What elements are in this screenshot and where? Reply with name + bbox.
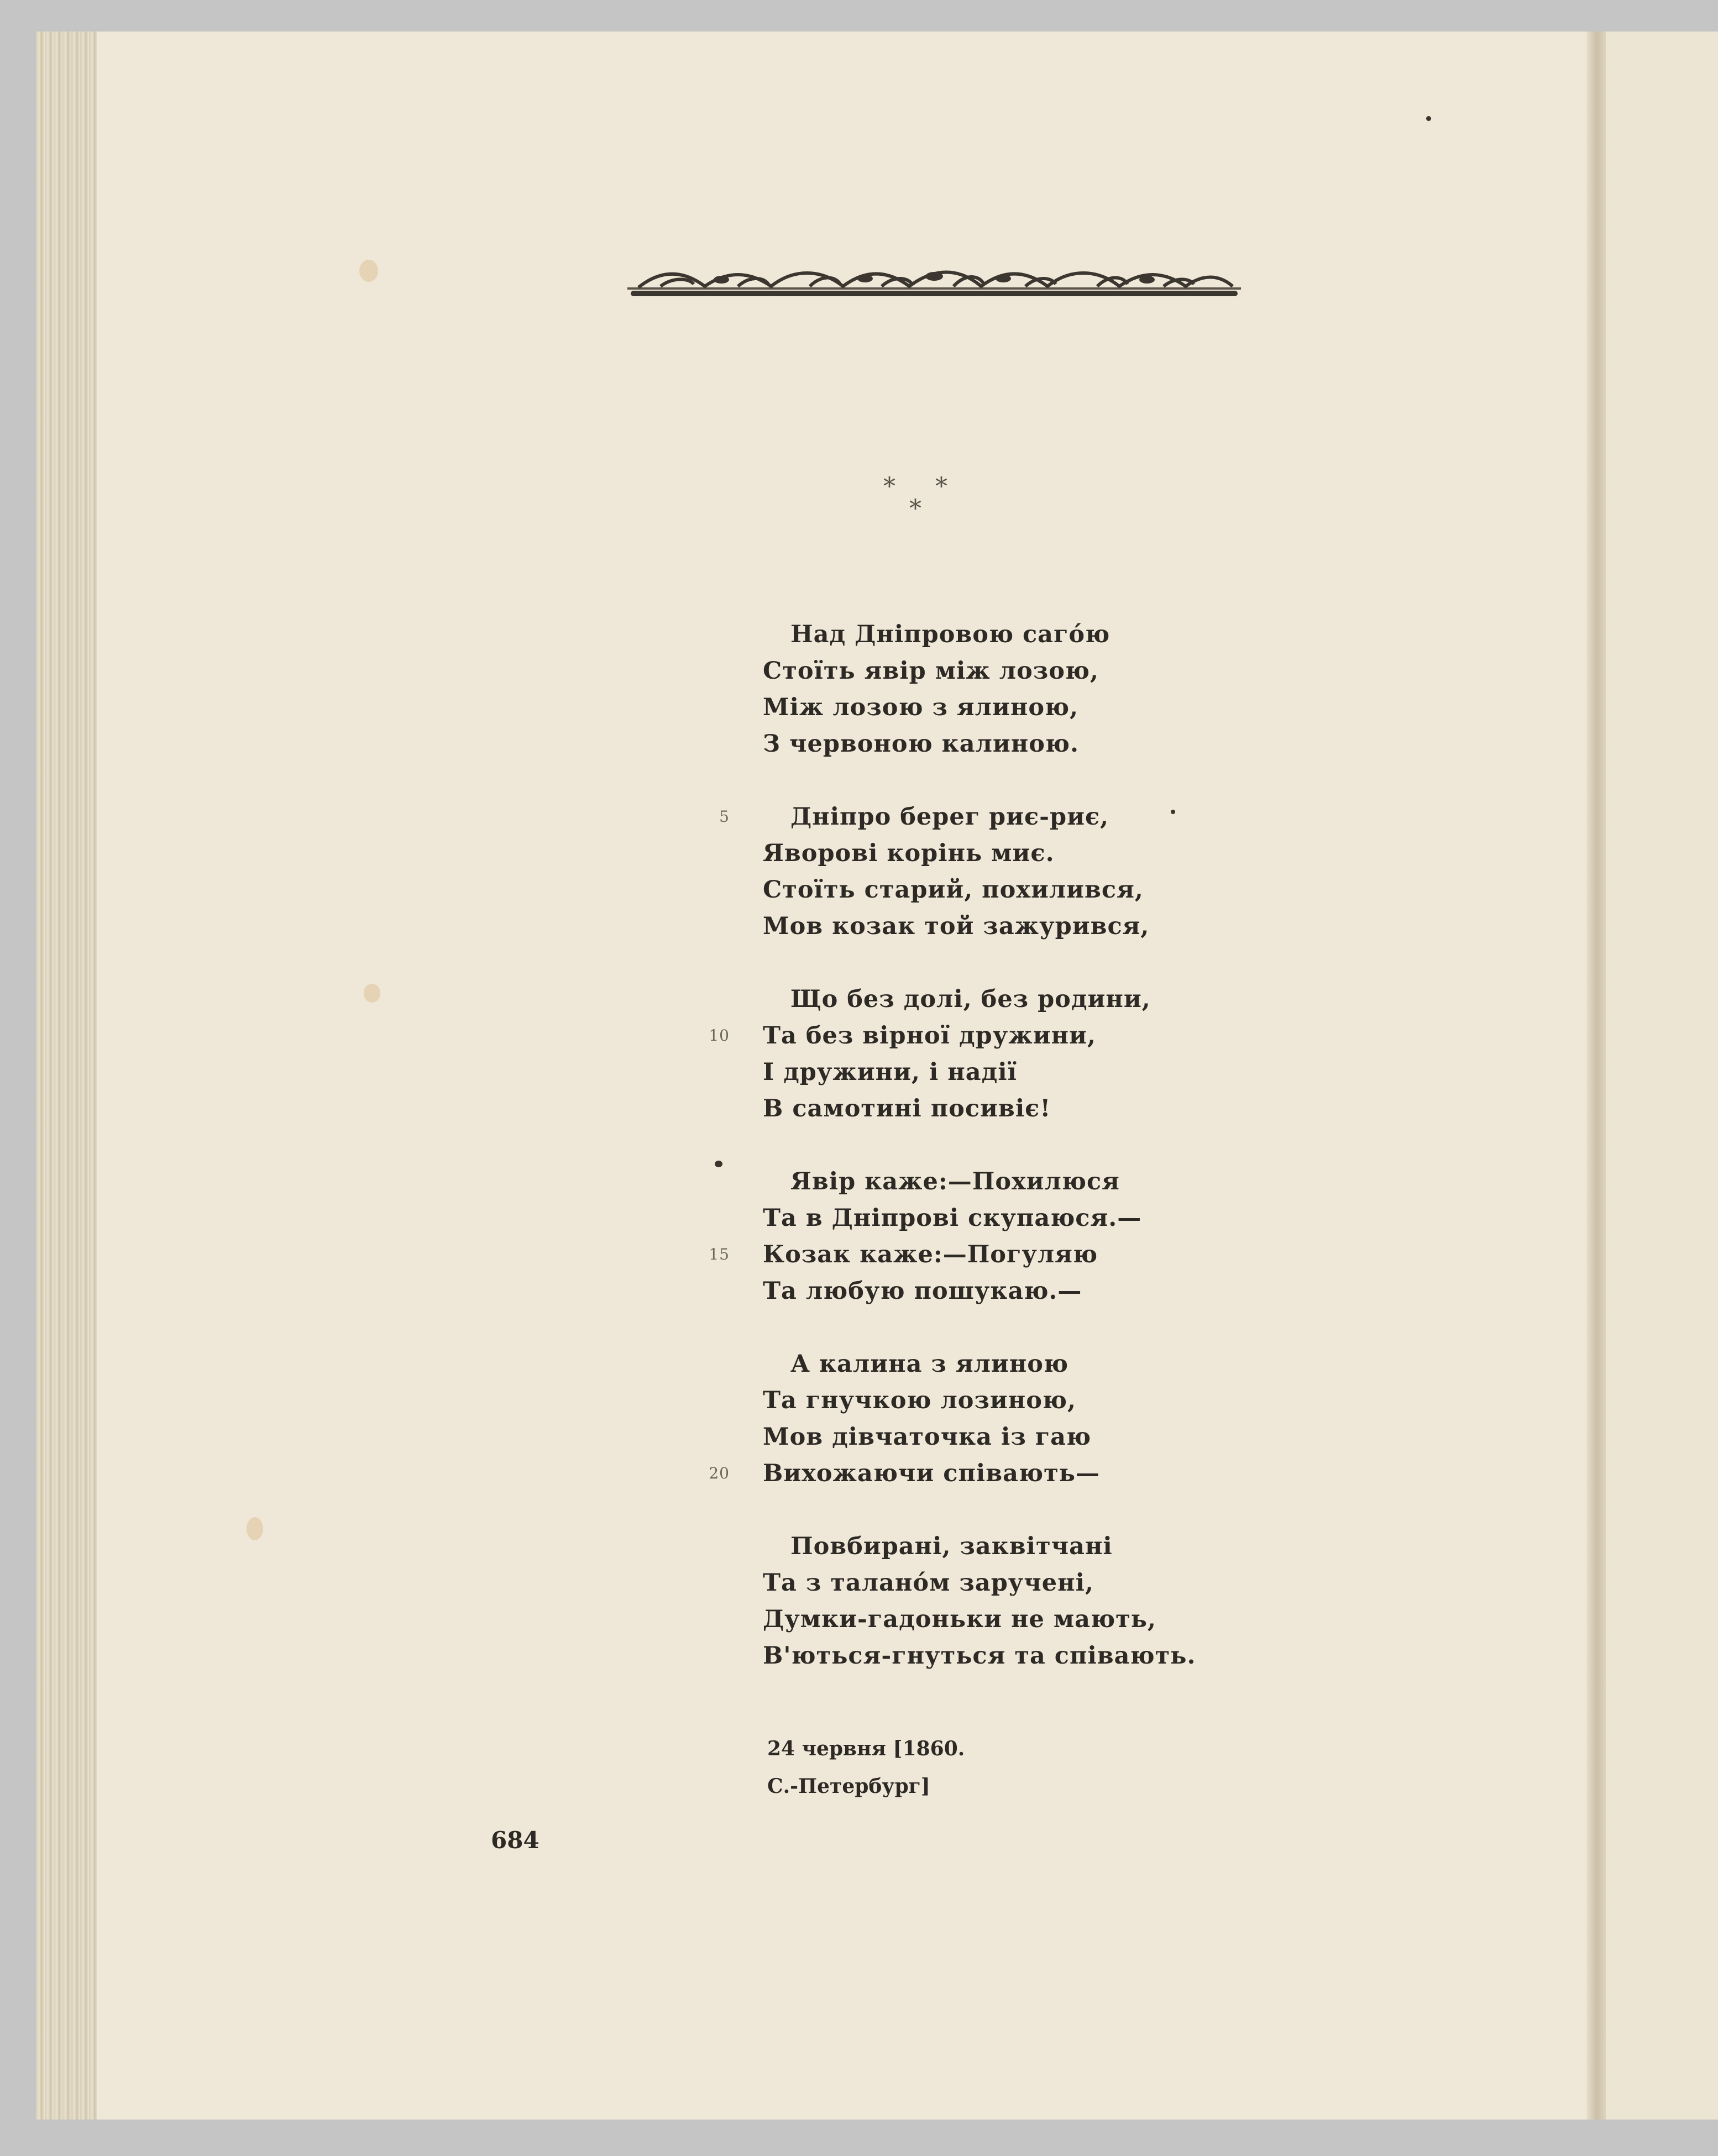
poem-line-text: Дніпро берег риє-риє, <box>790 803 1109 831</box>
book-spine-edge <box>36 32 97 2120</box>
poem-line-text: Стоїть явір між лозою, <box>763 657 1099 685</box>
poem-line-text: Та гнучкою лозиною, <box>763 1387 1076 1414</box>
poem-line <box>680 981 1233 1017</box>
poem-line <box>680 799 1233 835</box>
poem-line <box>680 1455 1233 1492</box>
poem-line-text: Яворові корінь миє. <box>763 840 1055 867</box>
poem-line <box>680 1419 1233 1455</box>
poem-line <box>680 835 1233 872</box>
poem-line <box>680 908 1233 945</box>
line-number: 15 <box>709 1245 730 1263</box>
poem-line <box>680 1090 1233 1127</box>
poem-line <box>680 616 1233 653</box>
poem-line-text: Повбирані, заквітчані <box>790 1533 1113 1560</box>
poem-line <box>680 1273 1233 1309</box>
poem-date <box>767 1730 965 1805</box>
poem-line <box>680 1163 1233 1200</box>
stanza-gap <box>680 1309 1233 1346</box>
poem-line-text: Між лозою з ялиною, <box>763 694 1079 721</box>
poem-line <box>680 1382 1233 1419</box>
poem-line-text: В'ються-гнуться та співають. <box>763 1642 1196 1670</box>
asterism-star: * <box>909 495 921 523</box>
poem-line-text: Козак каже:—Погуляю <box>763 1241 1098 1268</box>
poem-body <box>680 616 1233 1674</box>
place-line: С.-Петербург] <box>767 1775 930 1798</box>
stanza-gap <box>680 1127 1233 1163</box>
poem-line-text: Над Дніпровою сагóю <box>790 621 1111 648</box>
poem-line <box>680 1200 1233 1236</box>
poem-line-text: І дружини, і надії <box>763 1058 1017 1086</box>
paper-stain <box>359 260 378 282</box>
page-number: 684 <box>491 1827 540 1854</box>
poem-line-text: А калина з ялиною <box>790 1350 1069 1378</box>
poem-line <box>680 872 1233 908</box>
poem-line-text: Та любую пошукаю.— <box>763 1277 1082 1305</box>
facing-page-edge <box>1606 32 1718 2120</box>
stanza-gap <box>680 945 1233 981</box>
asterism-star: * <box>883 473 895 501</box>
poem-line-text: Мов козак той зажурився, <box>763 912 1150 940</box>
poem-line <box>680 653 1233 689</box>
poem-line-text: Думки-гадоньки не мають, <box>763 1606 1156 1633</box>
poem-line-text: Та з таланóм заручені, <box>763 1569 1094 1597</box>
poem-line-text: В самотині посивіє! <box>763 1095 1051 1122</box>
poem-line-text: Та без вірної дружини, <box>763 1022 1096 1050</box>
poem-line <box>680 1346 1233 1382</box>
poem-line-text: Вихожаючи співають— <box>763 1460 1100 1487</box>
poem-line-text: Стоїть старий, похилився, <box>763 876 1144 904</box>
paper-stain <box>247 1517 263 1540</box>
page-fold-shadow <box>1586 32 1607 2120</box>
asterism-divider <box>873 473 973 528</box>
ink-speck <box>1426 116 1431 121</box>
stanza-gap <box>680 762 1233 799</box>
line-number: 20 <box>709 1464 730 1482</box>
line-number: 10 <box>709 1026 730 1045</box>
stanza-gap <box>680 1492 1233 1528</box>
poem-line <box>680 726 1233 762</box>
poem-line-text: Що без долі, без родини, <box>790 985 1151 1013</box>
paper-stain <box>364 984 380 1003</box>
poem-line <box>680 1054 1233 1090</box>
poem-line-text: Явір каже:—Похилюся <box>790 1168 1120 1195</box>
poem-line-text: Мов дівчаточка із гаю <box>763 1423 1092 1451</box>
decorative-headpiece-icon <box>627 264 1241 304</box>
poem-line <box>680 1565 1233 1601</box>
poem-line <box>680 1638 1233 1674</box>
poem-line <box>680 1601 1233 1638</box>
line-number: 5 <box>719 807 730 826</box>
asterism-star: * <box>935 473 947 501</box>
poem-line <box>680 1528 1233 1565</box>
poem-line-text: З червоною калиною. <box>763 730 1079 758</box>
poem-line <box>680 1236 1233 1273</box>
poem-line <box>680 689 1233 726</box>
poem-line <box>680 1017 1233 1054</box>
poem-line-text: Та в Дніпрові скупаюся.— <box>763 1204 1142 1232</box>
date-line: 24 червня [1860. <box>767 1737 965 1760</box>
